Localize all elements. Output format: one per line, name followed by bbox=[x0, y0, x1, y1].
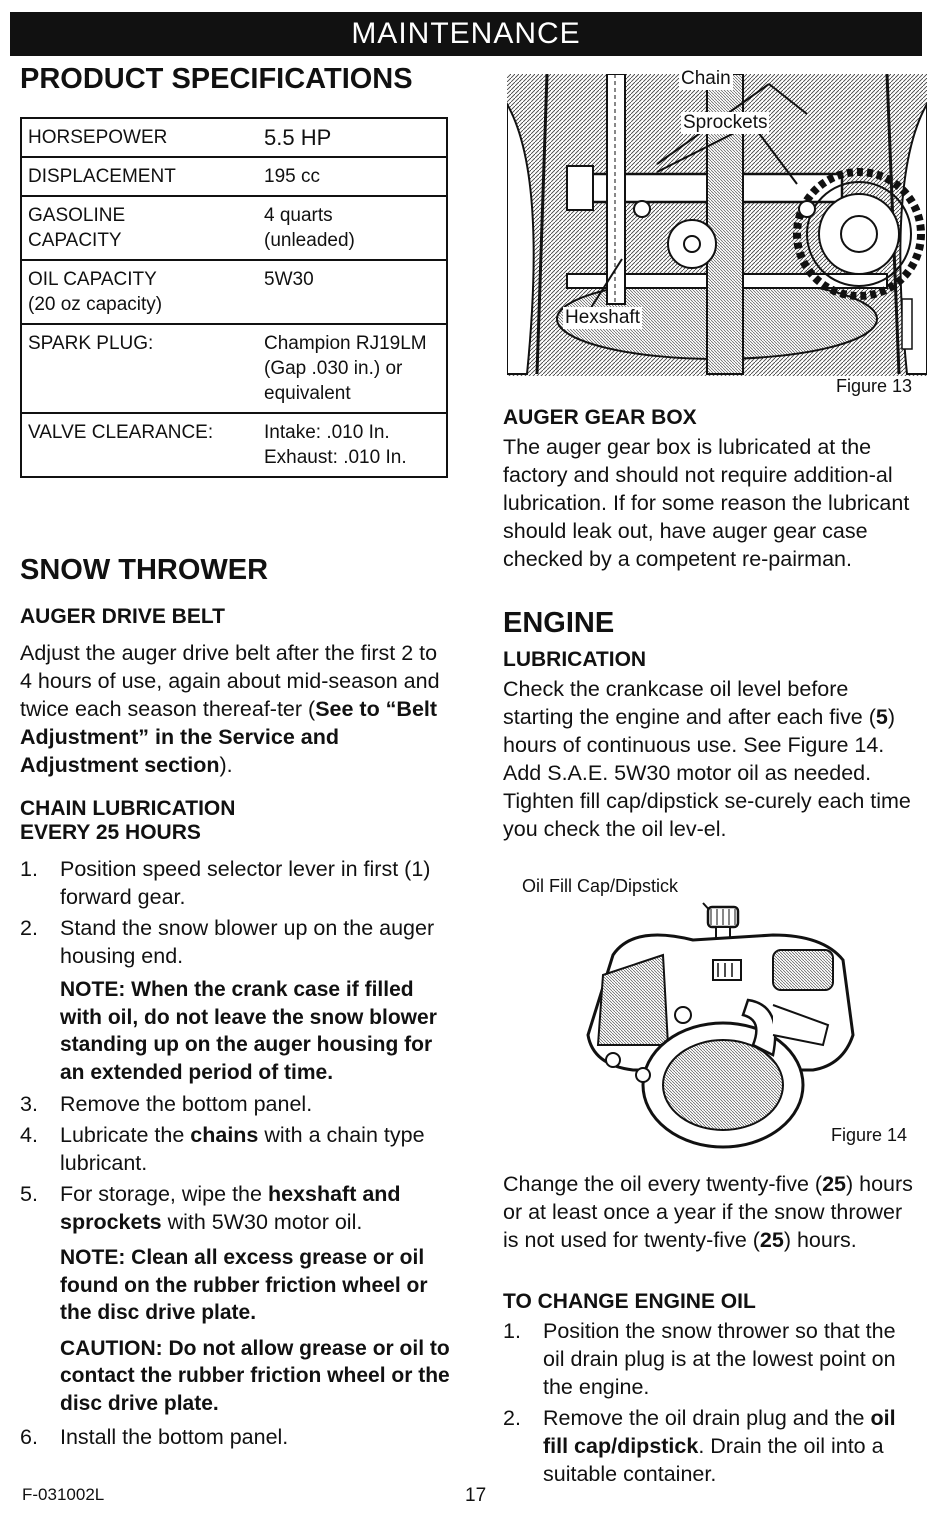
label-oil-fill-cap: Oil Fill Cap/Dipstick bbox=[522, 876, 679, 896]
table-row bbox=[21, 324, 447, 413]
caution-note: CAUTION: Do not allow grease or oil to contact the rubber friction wheel or the disc drive plate. bbox=[60, 1336, 450, 1415]
specs-title: PRODUCT SPECIFICATIONS bbox=[20, 63, 413, 95]
spec-key: DISPLACEMENT bbox=[28, 166, 176, 187]
spec-value: 195 cc bbox=[264, 166, 320, 187]
change-oil-steps bbox=[503, 1317, 923, 1488]
spec-value: Champion RJ19LM (Gap .030 in.) or equivalent bbox=[264, 333, 427, 404]
list-item: 4. Lubricate the chains with a chain type lubricant. bbox=[20, 1123, 425, 1175]
spec-key: SPARK PLUG: bbox=[28, 333, 154, 354]
lubrication-text: Check the crankcase oil level before starting the engine and after each five (5) hours of continuous use. See Figure 14. Add S.A.E. 5W30 motor oil as needed. Tighten fill cap/dipstick se-curely each time you check the oil lev-el. bbox=[503, 677, 911, 841]
list-item: 2. Stand the snow blower up on the auger housing end. bbox=[20, 916, 435, 968]
label-chain: Chain bbox=[681, 68, 731, 89]
spec-value: 5.5 HP bbox=[264, 125, 332, 150]
spec-key: HORSEPOWER bbox=[28, 127, 168, 148]
list-item: 1. Position the snow thrower so that the oil drain plug is at the lowest point on the engine. bbox=[503, 1319, 896, 1399]
list-item: 1. Position speed selector lever in first (1) forward gear. bbox=[20, 857, 431, 909]
gearbox-text: The auger gear box is lubricated at the factory and should not require addition-al lubrication. If for some reason the lubricant should leak out, have auger gear case checked by a competent re-pairman. bbox=[503, 435, 910, 571]
list-item: 6. Install the bottom panel. bbox=[20, 1425, 289, 1449]
spec-value: Intake: .010 In. Exhaust: .010 In. bbox=[264, 422, 407, 468]
engine-title: ENGINE bbox=[503, 607, 615, 639]
chain-lub-title: CHAIN LUBRICATION EVERY 25 HOURS bbox=[20, 797, 236, 845]
change-oil-text: Change the oil every twenty-five (25) hours or at least once a year if the snow thrower is not used for twenty-five (25) hours. bbox=[503, 1172, 913, 1252]
page-number: 17 bbox=[465, 1485, 487, 1506]
spec-value: 4 quarts (unleaded) bbox=[264, 205, 355, 251]
list-item: 3. Remove the bottom panel. bbox=[20, 1092, 313, 1116]
label-sprockets: Sprockets bbox=[683, 112, 768, 133]
note-clean: NOTE: Clean all excess grease or oil found on the rubber friction wheel or the disc drive plate. bbox=[60, 1246, 428, 1324]
document-code: F-031002L bbox=[22, 1485, 105, 1504]
list-item: 2. Remove the oil drain plug and the oil fill cap/dipstick. Drain the oil into a suitable container. bbox=[503, 1406, 896, 1486]
auger-belt-text: Adjust the auger drive belt after the first 2 to 4 hours of use, again about mid-season and twice each season thereaf-ter (See to “Belt Adjustment” in the Service and Adjustment section). bbox=[20, 641, 440, 777]
spec-value: 5W30 bbox=[264, 269, 314, 290]
gearbox-title: AUGER GEAR BOX bbox=[503, 406, 697, 429]
figure-14 bbox=[573, 895, 873, 1155]
table-row bbox=[21, 413, 447, 477]
spec-key: OIL CAPACITY (20 oz capacity) bbox=[28, 269, 163, 315]
table-row bbox=[21, 260, 447, 324]
table-row bbox=[21, 118, 447, 157]
note-crankcase: NOTE: When the crank case if filled with oil, do not leave the snow blower standing up on the auger housing for an extended period of time. bbox=[60, 978, 437, 1084]
figure-13 bbox=[507, 68, 927, 376]
label-hexshaft: Hexshaft bbox=[565, 307, 640, 328]
right-column bbox=[503, 0, 928, 1538]
engine-illustration bbox=[573, 895, 873, 1155]
change-oil-title: TO CHANGE ENGINE OIL bbox=[503, 1290, 756, 1313]
auger-belt-title: AUGER DRIVE BELT bbox=[20, 605, 225, 628]
section-banner: MAINTENANCE bbox=[10, 12, 922, 56]
spec-key: GASOLINE CAPACITY bbox=[28, 205, 126, 251]
lubrication-title: LUBRICATION bbox=[503, 648, 647, 671]
figure-14-caption: Figure 14 bbox=[831, 1125, 908, 1145]
table-row bbox=[21, 196, 447, 260]
figure-13-caption: Figure 13 bbox=[836, 376, 913, 396]
chain-lub-steps bbox=[20, 855, 452, 1451]
spec-table bbox=[20, 117, 448, 478]
spec-key: VALVE CLEARANCE: bbox=[28, 422, 214, 443]
snow-thrower-title: SNOW THROWER bbox=[20, 554, 269, 586]
list-item: 5. For storage, wipe the hexshaft and sprockets with 5W30 motor oil. bbox=[20, 1182, 401, 1234]
table-row bbox=[21, 157, 447, 196]
